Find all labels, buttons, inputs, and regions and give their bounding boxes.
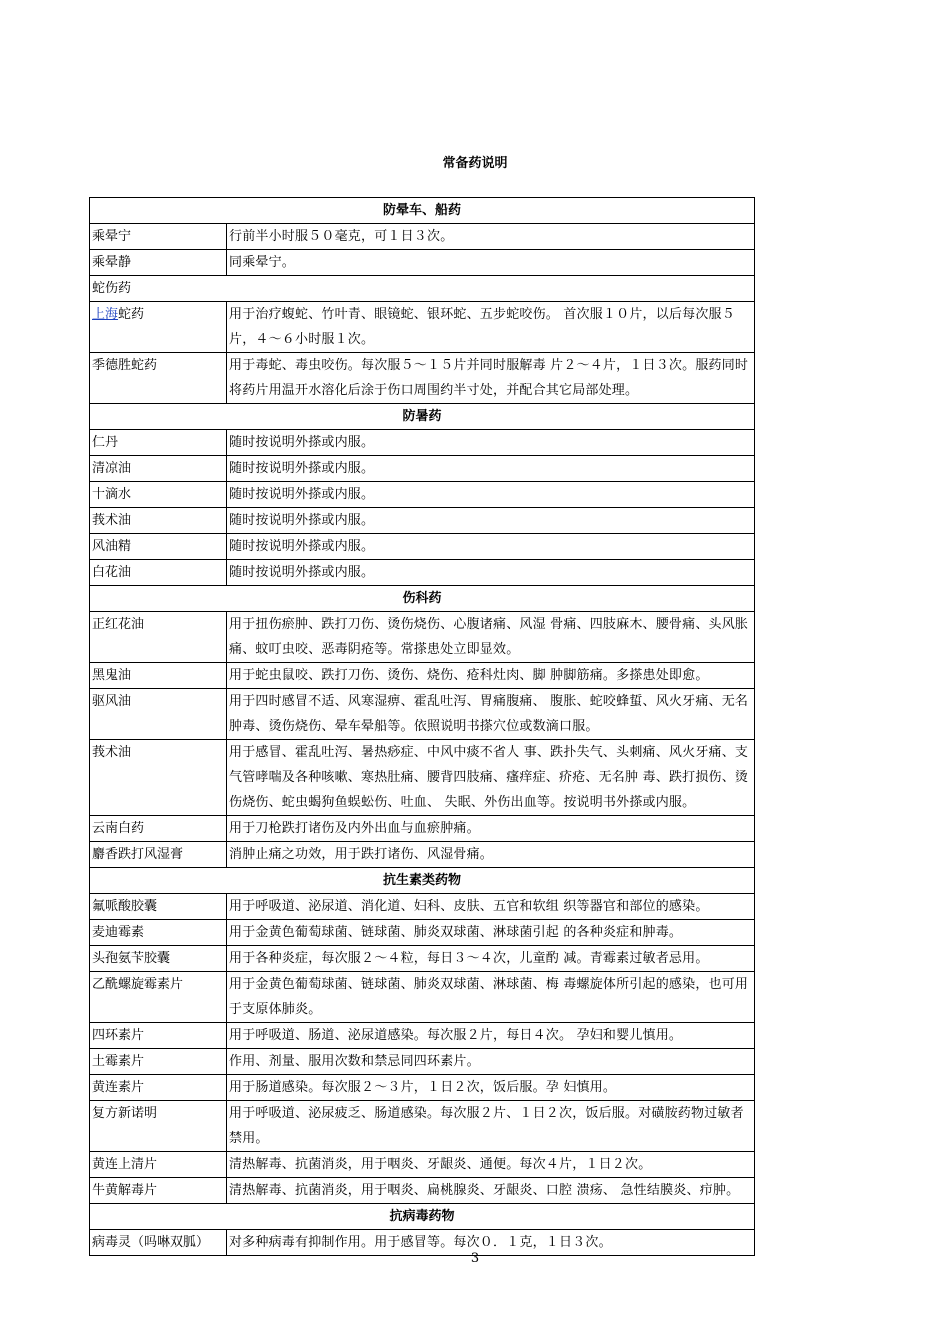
medicine-name: 黑鬼油 xyxy=(90,663,227,689)
medicine-description: 清热解毒、抗菌消炎，用于咽炎、扁桃腺炎、牙龈炎、口腔 溃疡、 急性结膜炎、疖肿。 xyxy=(227,1178,755,1204)
medicine-row xyxy=(90,894,755,920)
medicine-row xyxy=(90,1101,755,1152)
section-header-row xyxy=(90,586,755,612)
medicine-name: 黄连素片 xyxy=(90,1075,227,1101)
medicine-name: 土霉素片 xyxy=(90,1049,227,1075)
medicine-description: 用于呼吸道、肠道、泌尿道感染。每次服２片，每日４次。 孕妇和婴儿慎用。 xyxy=(227,1023,755,1049)
section-header-row xyxy=(90,1204,755,1230)
medicine-name: 四环素片 xyxy=(90,1023,227,1049)
medicine-name: 正红花油 xyxy=(90,612,227,663)
section-heading: 抗生素类药物 xyxy=(90,868,755,894)
medicine-description: 用于毒蛇、毒虫咬伤。每次服５～１５片并同时服解毒 片２～４片，１日３次。服药同时将药片用温开水溶化后涂于伤口周围约半寸处，并配合其它局部处理。 xyxy=(227,353,755,404)
medicine-row xyxy=(90,920,755,946)
section-header-row xyxy=(90,404,755,430)
medicine-name: 驱风油 xyxy=(90,689,227,740)
medicine-row xyxy=(90,456,755,482)
section-heading: 防晕车、船药 xyxy=(90,198,755,224)
medicine-name-text: 蛇药 xyxy=(118,307,145,322)
medicine-row xyxy=(90,612,755,663)
medicine-description: 同乘晕宁。 xyxy=(227,250,755,276)
medicine-row xyxy=(90,482,755,508)
medicine-row xyxy=(90,1152,755,1178)
medicine-description: 用于金黄色葡萄球菌、链球菌、肺炎双球菌、淋球菌、梅 毒螺旋体所引起的感染，也可用于支原体肺炎。 xyxy=(227,972,755,1023)
section-header-row xyxy=(90,868,755,894)
medicine-description: 随时按说明外搽或内服。 xyxy=(227,508,755,534)
medicine-name: 白花油 xyxy=(90,560,227,586)
medicine-row xyxy=(90,946,755,972)
medicine-row xyxy=(90,1075,755,1101)
medicine-name: 云南白药 xyxy=(90,816,227,842)
medicine-name: 黄连上清片 xyxy=(90,1152,227,1178)
medicine-name: 乘晕宁 xyxy=(90,224,227,250)
medicine-name: 莪术油 xyxy=(90,508,227,534)
medicine-name: 乙酰螺旋霉素片 xyxy=(90,972,227,1023)
medicine-name: 氟哌酸胶囊 xyxy=(90,894,227,920)
medicine-description: 用于感冒、霍乱吐泻、暑热痧症、中风中痰不省人 事、跌扑失气、头刺痛、风火牙痛、支气管哮喘及各种咳嗽、寒热肚痛、腰背四肢痛、瘙痒症、疥疮、无名肿 毒、跌打损伤、烫伤烧伤、蛇虫蝎狗鱼蜈蚣伤、吐血、 失眠、外伤出血等。按说明书外搽或内服。 xyxy=(227,740,755,816)
medicine-row xyxy=(90,1023,755,1049)
medicine-description: 随时按说明外搽或内服。 xyxy=(227,430,755,456)
page-number: 3 xyxy=(470,1251,480,1266)
medicine-table xyxy=(89,197,755,1256)
medicine-name: 清凉油 xyxy=(90,456,227,482)
medicine-name: 病毒灵（吗啉双胍） xyxy=(90,1230,227,1256)
medicine-name: 乘晕静 xyxy=(90,250,227,276)
document-title: 常备药说明 xyxy=(442,156,508,171)
medicine-row xyxy=(90,430,755,456)
medicine-description: 随时按说明外搽或内服。 xyxy=(227,534,755,560)
medicine-row xyxy=(90,560,755,586)
medicine-row xyxy=(90,250,755,276)
section-heading: 伤科药 xyxy=(90,586,755,612)
medicine-row xyxy=(90,842,755,868)
category-row xyxy=(90,276,755,302)
category-label: 蛇伤药 xyxy=(90,276,755,302)
section-heading: 抗病毒药物 xyxy=(90,1204,755,1230)
medicine-name xyxy=(90,302,227,353)
medicine-name: 十滴水 xyxy=(90,482,227,508)
medicine-description: 随时按说明外搽或内服。 xyxy=(227,482,755,508)
medicine-description: 用于金黄色葡萄球菌、链球菌、肺炎双球菌、淋球菌引起 的各种炎症和肿毒。 xyxy=(227,920,755,946)
medicine-name: 麦迪霉素 xyxy=(90,920,227,946)
medicine-name: 仁丹 xyxy=(90,430,227,456)
medicine-description: 用于肠道感染。每次服２～３片，１日２次，饭后服。孕 妇慎用。 xyxy=(227,1075,755,1101)
medicine-name: 风油精 xyxy=(90,534,227,560)
medicine-description: 行前半小时服５０毫克，可１日３次。 xyxy=(227,224,755,250)
medicine-description: 清热解毒、抗菌消炎，用于咽炎、牙龈炎、通便。每次４片，１日２次。 xyxy=(227,1152,755,1178)
medicine-row xyxy=(90,508,755,534)
place-link[interactable]: 上海 xyxy=(92,307,119,322)
medicine-description: 随时按说明外搽或内服。 xyxy=(227,456,755,482)
medicine-row xyxy=(90,689,755,740)
medicine-description: 用于各种炎症，每次服２～４粒，每日３～４次，儿童酌 减。青霉素过敏者忌用。 xyxy=(227,946,755,972)
medicine-row xyxy=(90,663,755,689)
medicine-row xyxy=(90,1049,755,1075)
medicine-row xyxy=(90,972,755,1023)
medicine-name: 麝香跌打风湿膏 xyxy=(90,842,227,868)
medicine-name: 复方新诺明 xyxy=(90,1101,227,1152)
medicine-description: 用于治疗蝮蛇、竹叶青、眼镜蛇、银环蛇、五步蛇咬伤。 首次服１０片，以后每次服５片，４～６小时服１次。 xyxy=(227,302,755,353)
medicine-description: 用于刀枪跌打诸伤及内外出血与血瘀肿痛。 xyxy=(227,816,755,842)
medicine-description: 对多种病毒有抑制作用。用于感冒等。每次０．１克，１日３次。 xyxy=(227,1230,755,1256)
medicine-name: 季德胜蛇药 xyxy=(90,353,227,404)
medicine-description: 随时按说明外搽或内服。 xyxy=(227,560,755,586)
medicine-name: 头孢氨苄胶囊 xyxy=(90,946,227,972)
medicine-row xyxy=(90,353,755,404)
medicine-description: 用于呼吸道、泌尿疲乏、肠道感染。每次服２片、１日２次，饭后服。对磺胺药物过敏者禁用。 xyxy=(227,1101,755,1152)
medicine-row xyxy=(90,816,755,842)
section-header-row xyxy=(90,198,755,224)
medicine-description: 用于四时感冒不适、风寒湿痹、霍乱吐泻、胃痛腹痛、 腹胀、蛇咬蜂蜇、风火牙痛、无名肿毒、烫伤烧伤、晕车晕船等。依照说明书搽穴位或数滴口服。 xyxy=(227,689,755,740)
medicine-description: 消肿止痛之功效，用于跌打诸伤、风湿骨痛。 xyxy=(227,842,755,868)
medicine-row xyxy=(90,740,755,816)
medicine-row xyxy=(90,224,755,250)
section-heading: 防暑药 xyxy=(90,404,755,430)
medicine-description: 用于扭伤瘀肿、跌打刀伤、烫伤烧伤、心腹诸痛、风湿 骨痛、四肢麻木、腰骨痛、头风胀痛、蚊叮虫咬、恶毒阴疮等。常搽患处立即显效。 xyxy=(227,612,755,663)
medicine-description: 用于蛇虫鼠咬、跌打刀伤、烫伤、烧伤、疮科灶肉、脚 肿脚筋痛。多搽患处即愈。 xyxy=(227,663,755,689)
medicine-name: 牛黄解毒片 xyxy=(90,1178,227,1204)
medicine-description: 作用、剂量、服用次数和禁忌同四环素片。 xyxy=(227,1049,755,1075)
medicine-description: 用于呼吸道、泌尿道、消化道、妇科、皮肤、五官和软组 织等器官和部位的感染。 xyxy=(227,894,755,920)
medicine-name: 莪术油 xyxy=(90,740,227,816)
medicine-row xyxy=(90,534,755,560)
medicine-row xyxy=(90,1178,755,1204)
medicine-row xyxy=(90,302,755,353)
